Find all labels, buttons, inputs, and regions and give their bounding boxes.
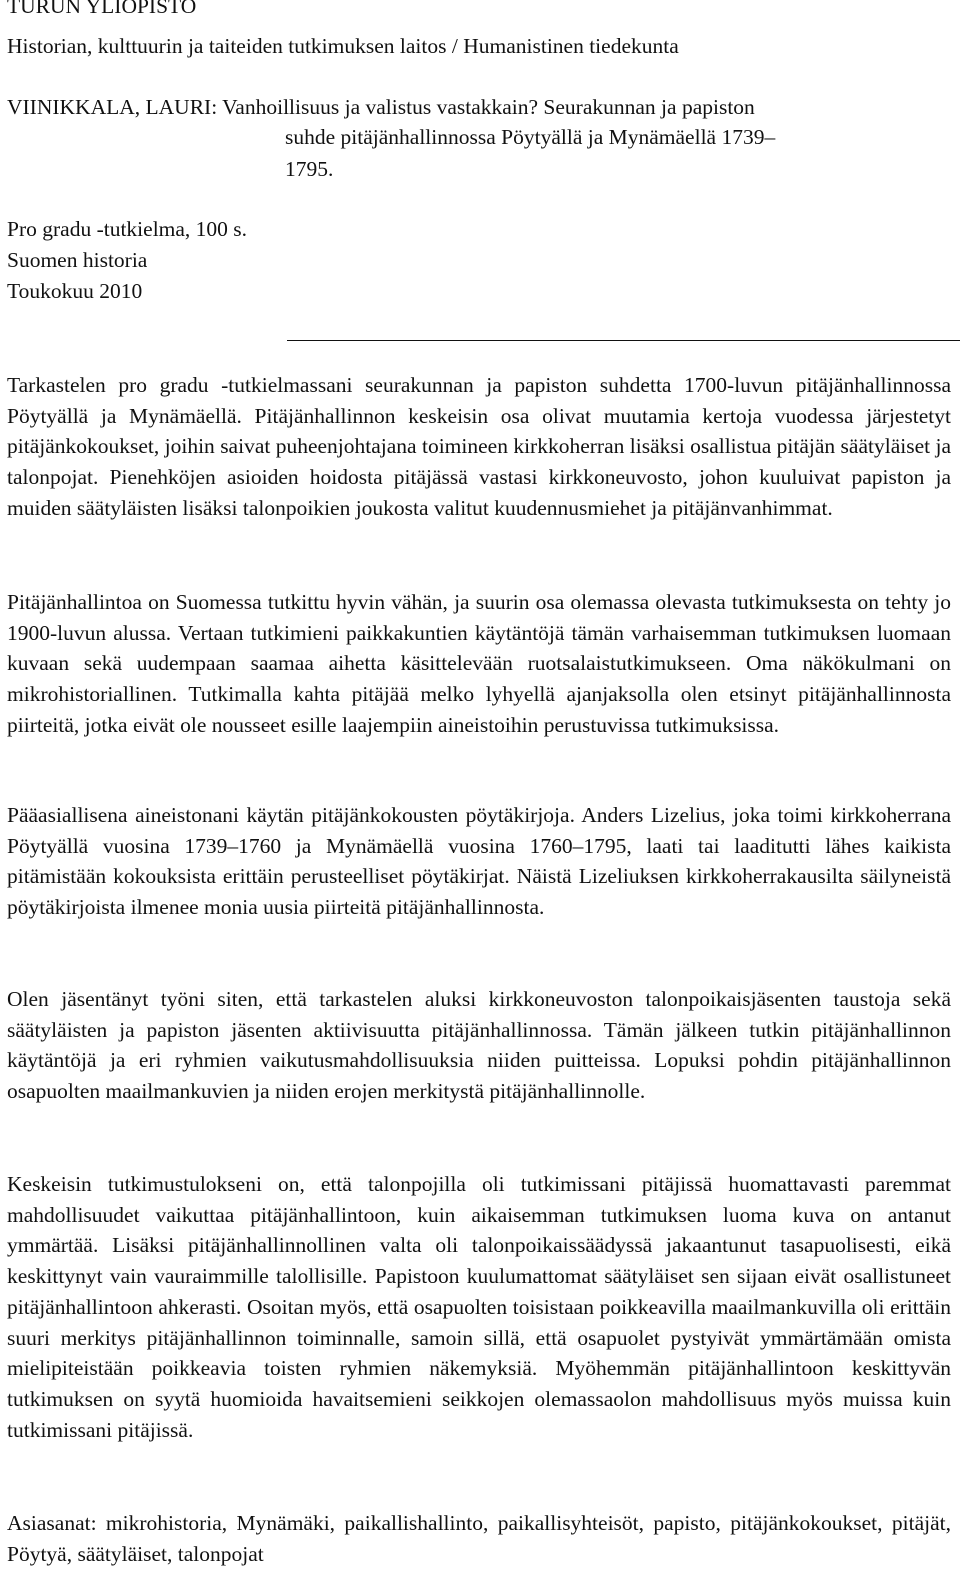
abstract-paragraph: Pääasiallisena aineistonani käytän pitäjänkokousten pöytäkirjoja. Anders Lizelius, joka toimi kirkkoherrana Pöytyällä vuosina 1739–1760 ja Mynämäellä vuosina 1760–1795, laati tai laaditutti lähes kaikista pitämistään kokouksista erittäin perusteelliset pöytäkirjat. Näistä Lizeliuksen kirkkoherrakausilta säilyneistä pöytäkirjoista ilmenee monia uusia piirteitä pitäjänhallinnosta. xyxy=(7,803,951,920)
title-continuation: suhde pitäjänhallinnossa Pöytyällä ja Mynämäellä 1739– xyxy=(285,125,776,149)
department-name: Historian, kulttuurin ja taiteiden tutkimuksen laitos / Humanistinen tiedekunta xyxy=(7,34,679,58)
university-name: TURUN YLIOPISTO xyxy=(7,0,197,18)
keywords: Asiasanat: mikrohistoria, Mynämäki, paikallishallinto, paikallisyhteisöt, papisto, pitäjänkokoukset, pitäjät, Pöytyä, säätyläiset, talonpojat xyxy=(7,1511,951,1566)
thesis-type: Pro gradu -tutkielma, 100 s. xyxy=(7,217,248,241)
author-and-title: VIINIKKALA, LAURI: Vanhoillisuus ja valistus vastakkain? Seurakunnan ja papiston xyxy=(7,95,755,119)
abstract-paragraph: Olen jäsentänyt työni siten, että tarkastelen aluksi kirkkoneuvoston talonpoikaisjäsenten taustoja sekä säätyläisten ja papiston jäsenten aktiivisuutta pitäjänhallinnossa. Tämän jälkeen tutkin pitäjänhallinnon käytäntöjä ja eri ryhmien vaikutusmahdollisuuksia niiden puitteissa. Lopuksi pohdin pitäjänhallinnon osapuolten maailmankuvien ja niiden erojen merkitystä pitäjänhallinnolle. xyxy=(7,987,951,1104)
subject: Suomen historia xyxy=(7,248,148,272)
abstract-paragraph: Pitäjänhallintoa on Suomessa tutkittu hyvin vähän, ja suurin osa olemassa olevasta tutkimuksesta on tehty jo 1900-luvun alussa. Vertaan tutkimieni paikkakuntien käytäntöjä tämän varhaisemman tutkimuksen luomaan kuvaan sekä uudempaan saamaa aihetta käsittelevään ruotsalaistutkimukseen. Oma näkökulmani on mikrohistoriallinen. Tutkimalla kahta pitäjää melko lyhyellä ajanjaksolla olen etsinyt pitäjänhallinnosta piirteitä, jotka eivät ole nousseet esille laajempiin aineistoihin perustuvissa tutkimuksissa. xyxy=(7,590,951,737)
title-continuation-years: 1795. xyxy=(285,157,334,181)
abstract-paragraph: Tarkastelen pro gradu -tutkielmassani seurakunnan ja papiston suhdetta 1700-luvun pitäjänhallinnossa Pöytyällä ja Mynämäellä. Pitäjänhallinnon keskeisin osa olivat muutamia kertoja vuodessa järjestetyt pitäjänkokoukset, joihin saivat puheenjohtajana toimineen kirkkoherran lisäksi osallistua pitäjän säätyläiset ja talonpojat. Pienehköjen asioiden hoidosta pitäjässä vastasi kirkkoneuvosto, johon kuuluivat papiston ja muiden säätyläisten lisäksi talonpoikien joukosta valitut kuudennusmiehet ja pitäjänvanhimmat. xyxy=(7,373,951,520)
abstract-paragraph: Keskeisin tutkimustulokseni on, että talonpojilla oli tutkimissani pitäjissä huomattavasti paremmat mahdollisuudet vaikuttaa pitäjänhallintoon, kuin aikaisemman tutkimuksen luoma kuva on antanut ymmärtää. Lisäksi pitäjänhallinnollinen valta oli talonpoikaissäädyssä jakaantunut tasapuolisesti, eikä keskittynyt vain vauraimmille talollisille. Papistoon kuulumattomat säätyläiset sen sijaan eivät osallistuneet pitäjänhallintoon ahkerasti. Osoitan myös, että osapuolten toisistaan poikkeavilla maailmankuvilla oli erittäin suuri merkitys pitäjänhallinnon toiminnalle, samoin sillä, että osapuolet pystyivät ymmärtämään omista mielipiteistään poikkeavia toisten ryhmien näkemyksiä. Myöhemmän pitäjänhallintoon keskittyvän tutkimuksen on syytä huomioida havaitsemieni seikkojen olemassaolon mahdollisuus myös muissa kuin tutkimissani pitäjissä. xyxy=(7,1172,951,1442)
date: Toukokuu 2010 xyxy=(7,279,143,303)
header-divider xyxy=(287,340,960,341)
